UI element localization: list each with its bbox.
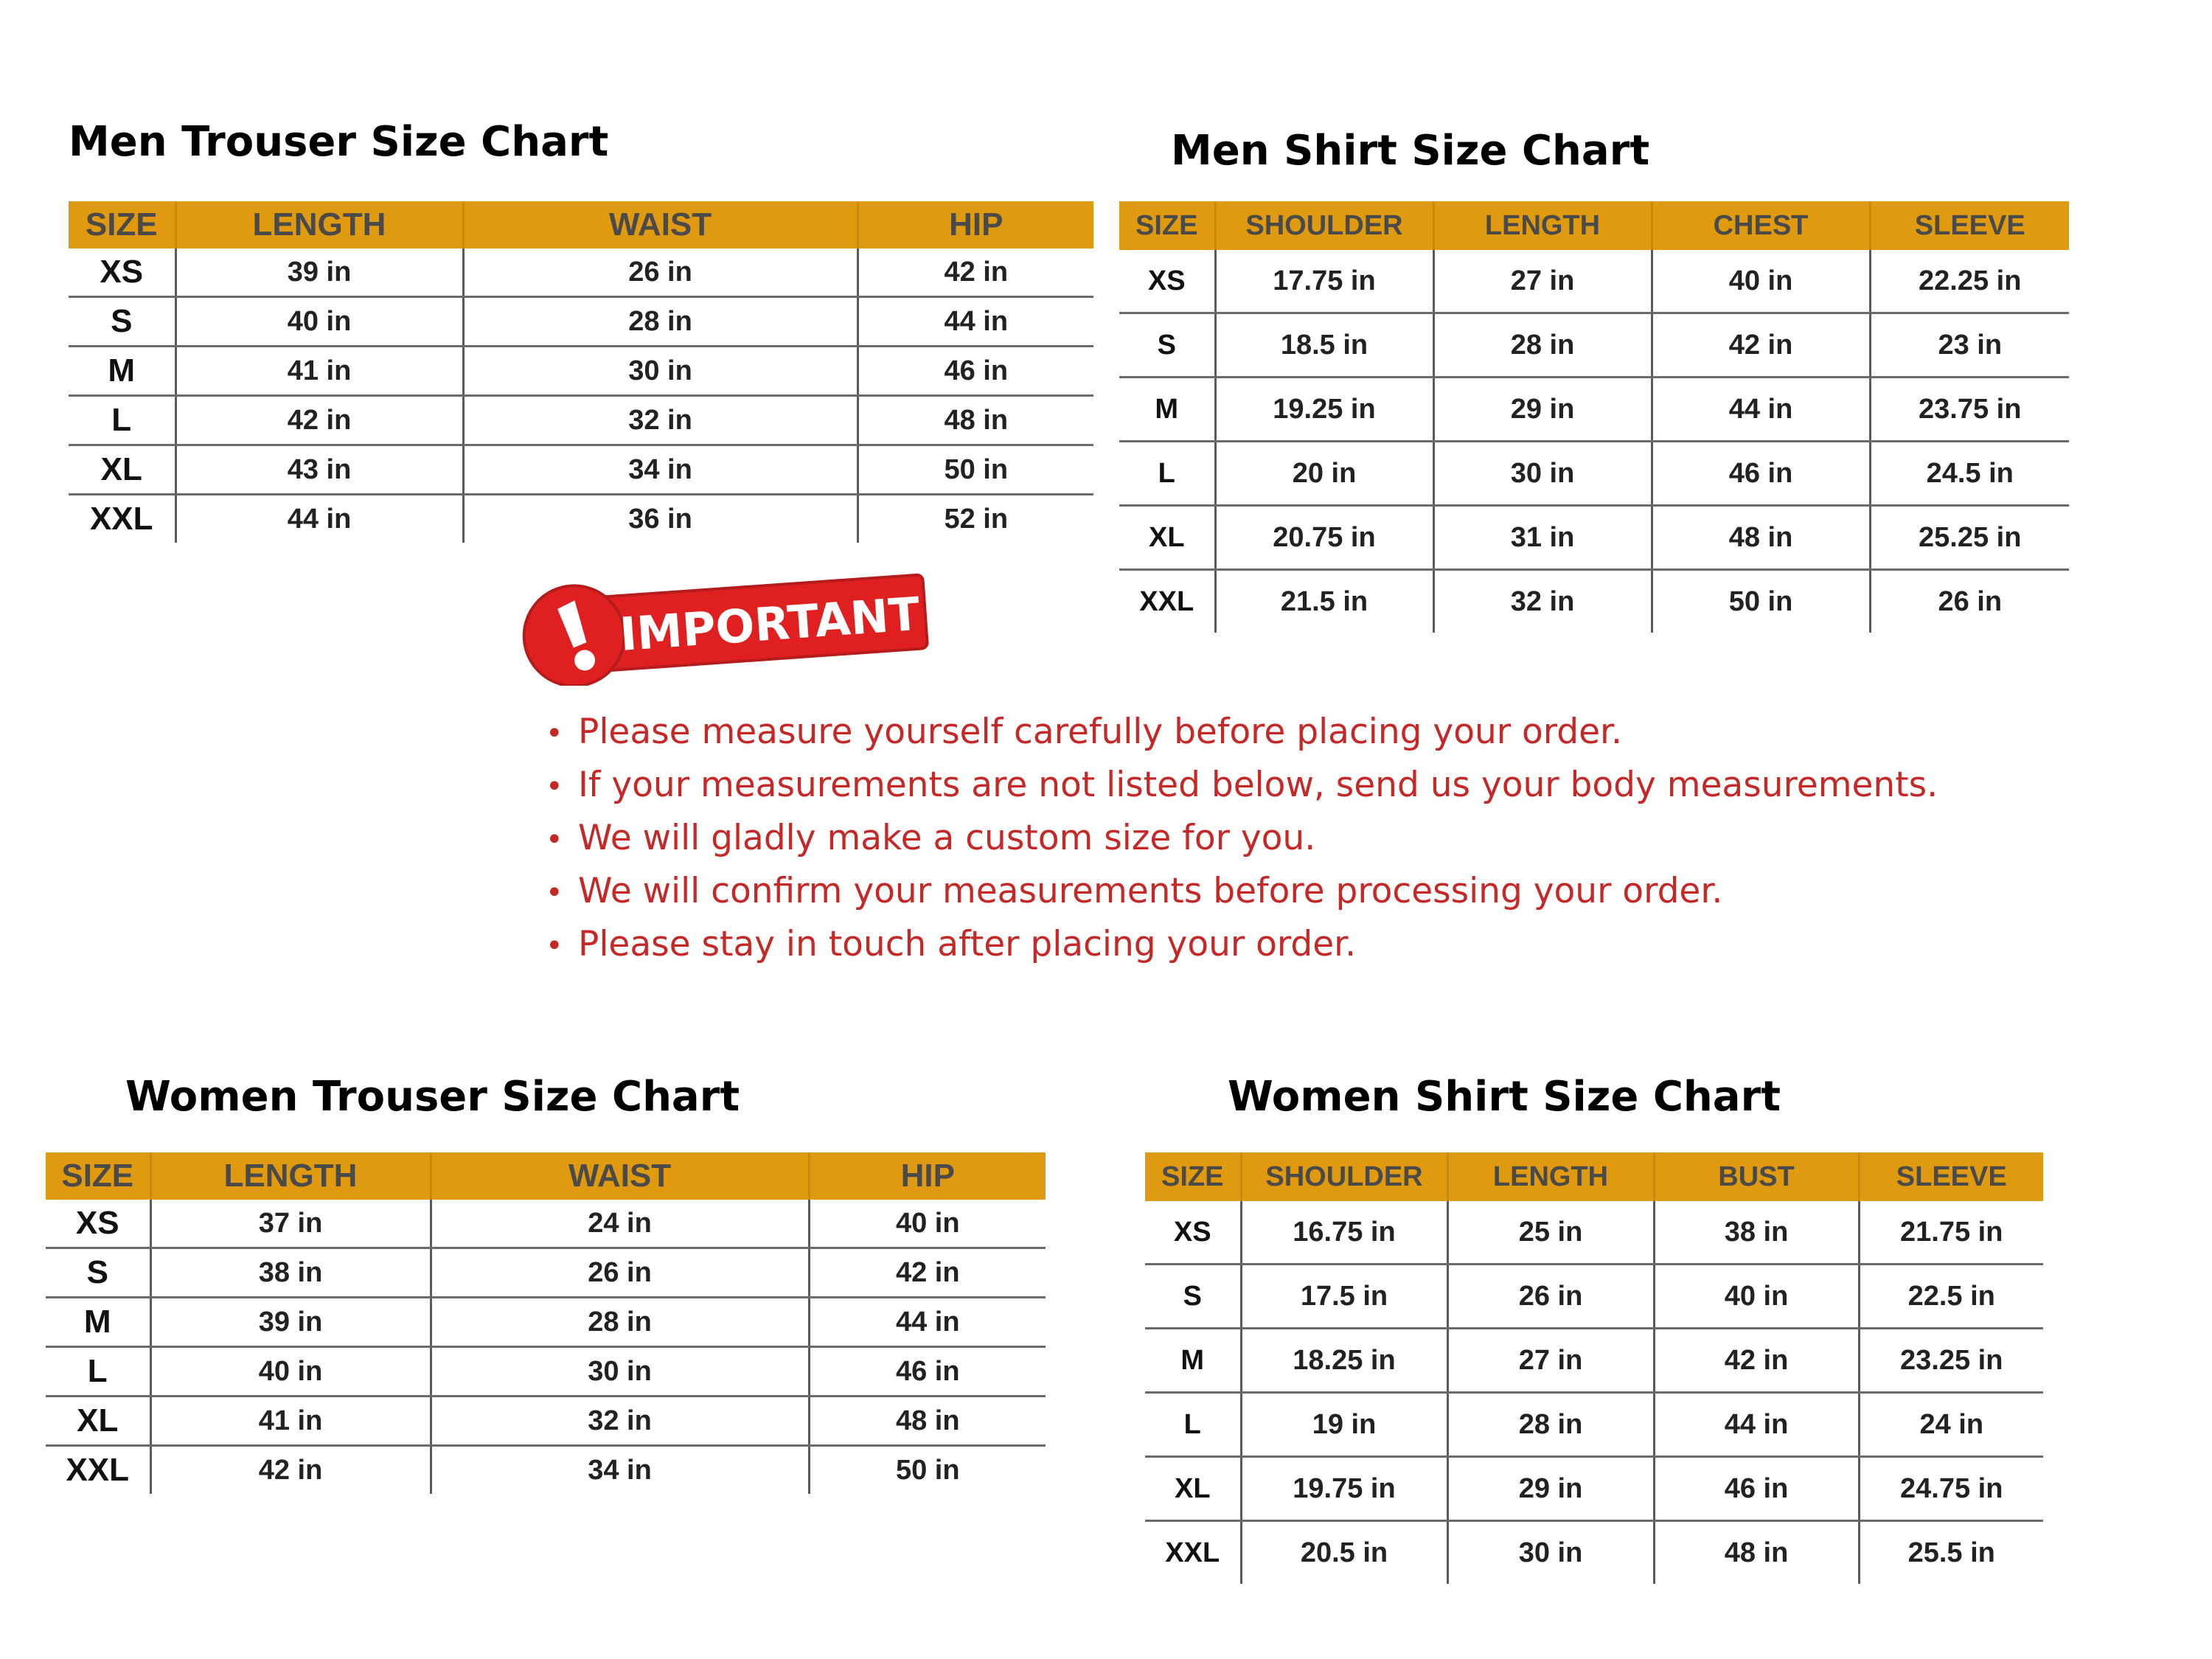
note-item: • We will confirm your measurements before processing your order. bbox=[546, 866, 2168, 919]
size-cell: XL bbox=[1145, 1457, 1241, 1521]
measurement-cell: 42 in bbox=[150, 1446, 431, 1495]
measurement-cell: 42 in bbox=[175, 396, 463, 445]
table-row bbox=[46, 1200, 1046, 1248]
measurement-cell: 42 in bbox=[809, 1248, 1046, 1298]
measurement-cell: 30 in bbox=[1433, 442, 1652, 506]
measurement-cell: 25.25 in bbox=[1870, 506, 2069, 570]
table-row bbox=[1119, 250, 2069, 313]
size-cell: XL bbox=[1119, 506, 1215, 570]
measurement-cell: 28 in bbox=[431, 1298, 809, 1347]
men-trouser-table bbox=[69, 201, 1093, 543]
measurement-cell: 50 in bbox=[1652, 570, 1870, 633]
header-row bbox=[1119, 201, 2069, 250]
measurement-cell: 39 in bbox=[175, 248, 463, 297]
column-header: WAIST bbox=[431, 1152, 809, 1200]
measurement-cell: 27 in bbox=[1433, 250, 1652, 313]
men-trouser-title: Men Trouser Size Chart bbox=[69, 118, 609, 166]
measurement-cell: 48 in bbox=[809, 1397, 1046, 1446]
measurement-cell: 28 in bbox=[1447, 1393, 1654, 1457]
men-shirt-table bbox=[1119, 201, 2069, 633]
table-row bbox=[69, 495, 1093, 543]
size-cell: S bbox=[1119, 313, 1215, 378]
measurement-cell: 19 in bbox=[1241, 1393, 1447, 1457]
size-cell: L bbox=[46, 1347, 150, 1397]
table-row bbox=[1145, 1329, 2043, 1393]
table-row bbox=[46, 1397, 1046, 1446]
column-header: WAIST bbox=[463, 201, 858, 248]
size-cell: S bbox=[1145, 1265, 1241, 1329]
bullet-icon: • bbox=[546, 717, 563, 751]
important-label: IMPORTANT bbox=[618, 586, 922, 662]
measurement-cell: 17.5 in bbox=[1241, 1265, 1447, 1329]
column-header: SHOULDER bbox=[1215, 201, 1433, 250]
measurement-cell: 44 in bbox=[1654, 1393, 1859, 1457]
column-header: SIZE bbox=[46, 1152, 150, 1200]
measurement-cell: 44 in bbox=[1652, 378, 1870, 442]
size-cell: XS bbox=[1145, 1201, 1241, 1265]
note-item: • If your measurements are not listed below, send us your body measurements. bbox=[546, 759, 2168, 813]
measurement-cell: 32 in bbox=[463, 396, 858, 445]
measurement-cell: 34 in bbox=[463, 445, 858, 495]
column-header: SIZE bbox=[69, 201, 175, 248]
column-header: LENGTH bbox=[1447, 1152, 1654, 1201]
measurement-cell: 46 in bbox=[809, 1347, 1046, 1397]
table-row bbox=[1119, 442, 2069, 506]
measurement-cell: 38 in bbox=[1654, 1201, 1859, 1265]
column-header: LENGTH bbox=[175, 201, 463, 248]
measurement-cell: 32 in bbox=[1433, 570, 1652, 633]
measurement-cell: 23.25 in bbox=[1859, 1329, 2043, 1393]
table-row bbox=[46, 1298, 1046, 1347]
column-header: CHEST bbox=[1652, 201, 1870, 250]
note-item: • We will gladly make a custom size for you. bbox=[546, 813, 2168, 866]
table-row bbox=[1119, 378, 2069, 442]
size-cell: XXL bbox=[46, 1446, 150, 1495]
measurement-cell: 31 in bbox=[1433, 506, 1652, 570]
measurement-cell: 38 in bbox=[150, 1248, 431, 1298]
women-trouser-table bbox=[46, 1152, 1046, 1494]
table-row bbox=[46, 1446, 1046, 1495]
size-cell: XS bbox=[46, 1200, 150, 1248]
size-cell: M bbox=[1119, 378, 1215, 442]
size-cell: L bbox=[1119, 442, 1215, 506]
table-row bbox=[1145, 1265, 2043, 1329]
measurement-cell: 42 in bbox=[1652, 313, 1870, 378]
size-cell: XL bbox=[69, 445, 175, 495]
table-row bbox=[46, 1347, 1046, 1397]
measurement-cell: 17.75 in bbox=[1215, 250, 1433, 313]
size-cell: XXL bbox=[1145, 1521, 1241, 1585]
measurement-cell: 24.5 in bbox=[1870, 442, 2069, 506]
size-cell: XXL bbox=[69, 495, 175, 543]
measurement-cell: 24.75 in bbox=[1859, 1457, 2043, 1521]
men-shirt-title: Men Shirt Size Chart bbox=[1171, 127, 1650, 175]
measurement-cell: 19.25 in bbox=[1215, 378, 1433, 442]
header-row bbox=[69, 201, 1093, 248]
size-cell: XL bbox=[46, 1397, 150, 1446]
table-row bbox=[1145, 1521, 2043, 1585]
measurement-cell: 41 in bbox=[150, 1397, 431, 1446]
measurement-cell: 25.5 in bbox=[1859, 1521, 2043, 1585]
measurement-cell: 19.75 in bbox=[1241, 1457, 1447, 1521]
measurement-cell: 40 in bbox=[175, 297, 463, 347]
bullet-icon: • bbox=[546, 823, 563, 857]
measurement-cell: 18.5 in bbox=[1215, 313, 1433, 378]
measurement-cell: 36 in bbox=[463, 495, 858, 543]
column-header: LENGTH bbox=[1433, 201, 1652, 250]
women-shirt-title: Women Shirt Size Chart bbox=[1228, 1073, 1781, 1121]
table-row bbox=[1119, 506, 2069, 570]
measurement-cell: 16.75 in bbox=[1241, 1201, 1447, 1265]
measurement-cell: 40 in bbox=[1654, 1265, 1859, 1329]
measurement-cell: 18.25 in bbox=[1241, 1329, 1447, 1393]
table-row bbox=[46, 1248, 1046, 1298]
measurement-cell: 20.75 in bbox=[1215, 506, 1433, 570]
measurement-cell: 50 in bbox=[809, 1446, 1046, 1495]
size-cell: S bbox=[69, 297, 175, 347]
measurement-cell: 44 in bbox=[175, 495, 463, 543]
measurement-cell: 46 in bbox=[858, 347, 1093, 396]
measurement-cell: 30 in bbox=[1447, 1521, 1654, 1585]
bullet-icon: • bbox=[546, 876, 563, 910]
measurement-cell: 26 in bbox=[1447, 1265, 1654, 1329]
table-row bbox=[1145, 1393, 2043, 1457]
measurement-cell: 37 in bbox=[150, 1200, 431, 1248]
size-cell: M bbox=[1145, 1329, 1241, 1393]
note-item: • Please measure yourself carefully before placing your order. bbox=[546, 706, 2168, 759]
column-header: BUST bbox=[1654, 1152, 1859, 1201]
table-row bbox=[1119, 313, 2069, 378]
measurement-cell: 26 in bbox=[431, 1248, 809, 1298]
measurement-cell: 46 in bbox=[1652, 442, 1870, 506]
note-item: • Please stay in touch after placing your order. bbox=[546, 919, 2168, 972]
column-header: HIP bbox=[858, 201, 1093, 248]
measurement-cell: 46 in bbox=[1654, 1457, 1859, 1521]
table-row bbox=[69, 297, 1093, 347]
bullet-icon: • bbox=[546, 770, 563, 804]
header-row bbox=[1145, 1152, 2043, 1201]
table-row bbox=[1119, 570, 2069, 633]
measurement-cell: 30 in bbox=[431, 1347, 809, 1397]
size-cell: XXL bbox=[1119, 570, 1215, 633]
table-row bbox=[1145, 1457, 2043, 1521]
column-header: SIZE bbox=[1145, 1152, 1241, 1201]
measurement-cell: 27 in bbox=[1447, 1329, 1654, 1393]
measurement-cell: 24 in bbox=[431, 1200, 809, 1248]
measurement-cell: 29 in bbox=[1447, 1457, 1654, 1521]
measurement-cell: 24 in bbox=[1859, 1393, 2043, 1457]
measurement-cell: 50 in bbox=[858, 445, 1093, 495]
column-header: SLEEVE bbox=[1870, 201, 2069, 250]
measurement-cell: 23.75 in bbox=[1870, 378, 2069, 442]
table-row bbox=[69, 445, 1093, 495]
bullet-icon: • bbox=[546, 929, 563, 963]
table-row bbox=[69, 248, 1093, 297]
size-cell: M bbox=[46, 1298, 150, 1347]
measurement-cell: 44 in bbox=[858, 297, 1093, 347]
measurement-cell: 28 in bbox=[463, 297, 858, 347]
measurement-cell: 42 in bbox=[858, 248, 1093, 297]
measurement-cell: 22.5 in bbox=[1859, 1265, 2043, 1329]
measurement-cell: 20.5 in bbox=[1241, 1521, 1447, 1585]
measurement-cell: 40 in bbox=[1652, 250, 1870, 313]
measurement-cell: 34 in bbox=[431, 1446, 809, 1495]
size-cell: S bbox=[46, 1248, 150, 1298]
column-header: SLEEVE bbox=[1859, 1152, 2043, 1201]
measurement-cell: 20 in bbox=[1215, 442, 1433, 506]
size-cell: XS bbox=[69, 248, 175, 297]
measurement-cell: 52 in bbox=[858, 495, 1093, 543]
measurement-cell: 48 in bbox=[1654, 1521, 1859, 1585]
measurement-cell: 29 in bbox=[1433, 378, 1652, 442]
measurement-cell: 40 in bbox=[150, 1347, 431, 1397]
size-cell: L bbox=[69, 396, 175, 445]
measurement-cell: 43 in bbox=[175, 445, 463, 495]
measurement-cell: 21.5 in bbox=[1215, 570, 1433, 633]
measurement-cell: 23 in bbox=[1870, 313, 2069, 378]
measurement-cell: 26 in bbox=[463, 248, 858, 297]
measurement-cell: 28 in bbox=[1433, 313, 1652, 378]
women-shirt-table bbox=[1145, 1152, 2043, 1584]
measurement-cell: 42 in bbox=[1654, 1329, 1859, 1393]
measurement-cell: 32 in bbox=[431, 1397, 809, 1446]
column-header: LENGTH bbox=[150, 1152, 431, 1200]
important-notes bbox=[546, 706, 2168, 972]
column-header: HIP bbox=[809, 1152, 1046, 1200]
measurement-cell: 22.25 in bbox=[1870, 250, 2069, 313]
size-cell: M bbox=[69, 347, 175, 396]
measurement-cell: 26 in bbox=[1870, 570, 2069, 633]
measurement-cell: 44 in bbox=[809, 1298, 1046, 1347]
measurement-cell: 48 in bbox=[1652, 506, 1870, 570]
measurement-cell: 39 in bbox=[150, 1298, 431, 1347]
measurement-cell: 21.75 in bbox=[1859, 1201, 2043, 1265]
measurement-cell: 48 in bbox=[858, 396, 1093, 445]
table-row bbox=[69, 347, 1093, 396]
measurement-cell: 25 in bbox=[1447, 1201, 1654, 1265]
header-row bbox=[46, 1152, 1046, 1200]
table-row bbox=[69, 396, 1093, 445]
table-row bbox=[1145, 1201, 2043, 1265]
measurement-cell: 40 in bbox=[809, 1200, 1046, 1248]
women-trouser-title: Women Trouser Size Chart bbox=[125, 1073, 740, 1121]
column-header: SHOULDER bbox=[1241, 1152, 1447, 1201]
important-badge bbox=[516, 560, 936, 686]
measurement-cell: 30 in bbox=[463, 347, 858, 396]
column-header: SIZE bbox=[1119, 201, 1215, 250]
measurement-cell: 41 in bbox=[175, 347, 463, 396]
size-cell: L bbox=[1145, 1393, 1241, 1457]
size-cell: XS bbox=[1119, 250, 1215, 313]
